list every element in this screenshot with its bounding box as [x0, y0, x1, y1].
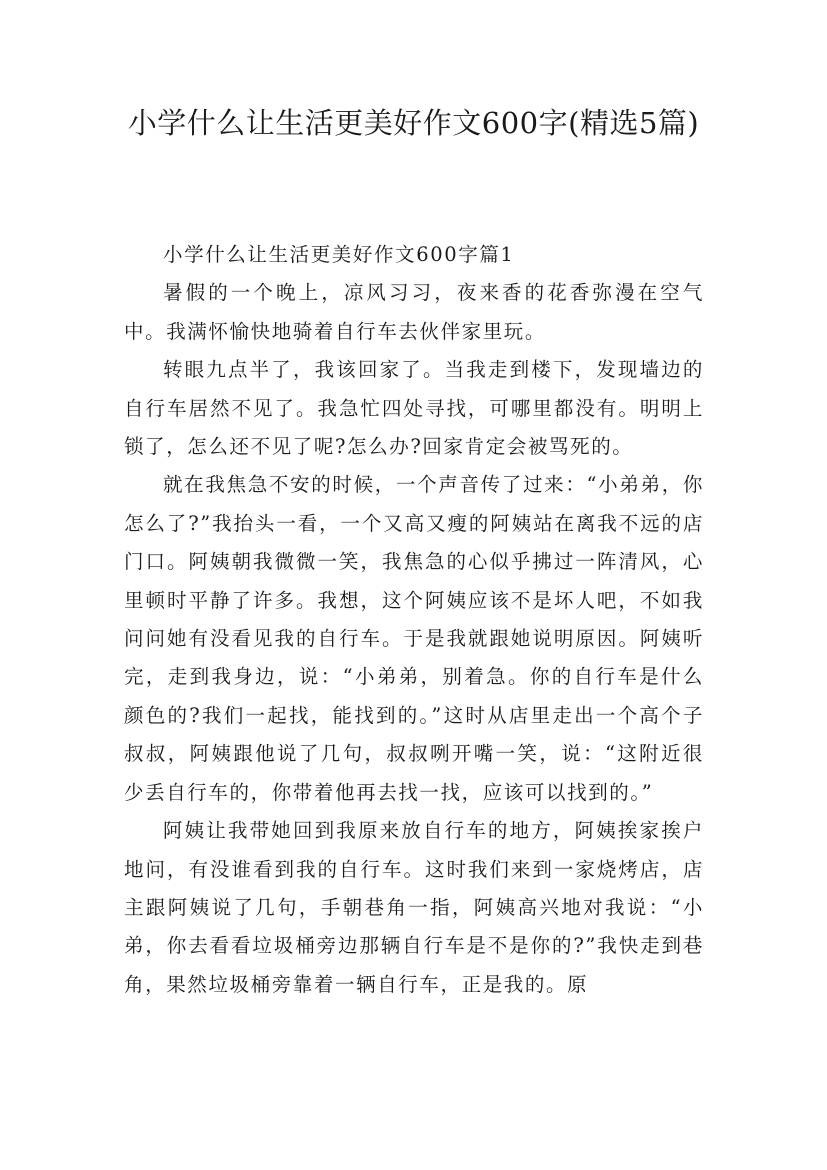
section-heading: 小学什么让生活更美好作文600字篇1: [163, 243, 515, 266]
paragraph: 阿姨让我带她回到我原来放自行车的地方，阿姨挨家挨户地问，有没谁看到我的自行车。这时我们来到一家烧烤店，店主跟阿姨说了几句，手朝巷角一指，阿姨高兴地对我说：“小弟，你去看看垃圾桶旁边那辆自行车是不是你的?”我快走到巷角，果然垃圾桶旁靠着一辆自行车，正是我的。原: [124, 819, 704, 996]
document-title: 小学什么让生活更美好作文600字(精选5篇): [127, 106, 700, 140]
paragraph: 转眼九点半了，我该回家了。当我走到楼下，发现墙边的自行车居然不见了。我急忙四处寻找，可哪里都没有。明明上锁了，怎么还不见了呢?怎么办?回家肯定会被骂死的。: [124, 358, 704, 459]
paragraph: 就在我焦急不安的时候，一个声音传了过来：“小弟弟，你怎么了?”我抬头一看，一个又高又瘦的阿姨站在离我不远的店门口。阿姨朝我微微一笑，我焦急的心似乎拂过一阵清风，心里顿时平静了许多。我想，这个阿姨应该不是坏人吧，不如我问问她有没看见我的自行车。于是我就跟她说明原因。阿姨听完，走到我身边，说：“小弟弟，别着急。你的自行车是什么颜色的?我们一起找，能找到的。”这时从店里走出一个高个子叔叔，阿姨跟他说了几句，叔叔咧开嘴一笑，说：“这附近很少丢自行车的，你带着他再去找一找，应该可以找到的。”: [124, 473, 704, 804]
paragraph: 暑假的一个晚上，凉风习习，夜来香的花香弥漫在空气中。我满怀愉快地骑着自行车去伙伴家里玩。: [124, 281, 704, 343]
document-body: [124, 236, 704, 1004]
